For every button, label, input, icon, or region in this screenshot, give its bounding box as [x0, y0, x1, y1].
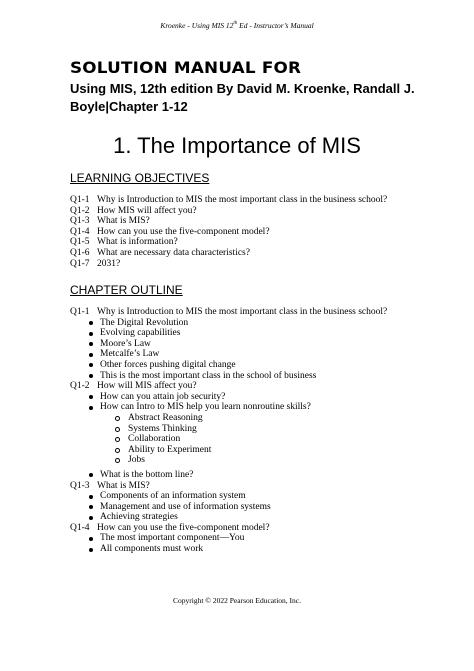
outline-bullet: How can you attain job security?: [70, 392, 410, 403]
outline-bullet: What is the bottom line?: [70, 470, 410, 481]
outline-bullet: Metcalfe’s Law: [70, 349, 410, 360]
outline-subitem: Systems Thinking: [70, 424, 410, 435]
solution-manual-title: SOLUTION MANUAL FOR: [70, 58, 302, 77]
header-text: Kroenke - Using MIS 12: [160, 21, 234, 30]
bullet-icon: [89, 374, 93, 378]
outline-bullet: How can Intro to MIS help you learn nonroutine skills?: [70, 402, 410, 413]
chapter-outline-heading: CHAPTER OUTLINE: [70, 283, 183, 297]
circle-bullet-icon: [115, 416, 120, 421]
circle-bullet-icon: [115, 458, 120, 463]
bullet-icon: [89, 321, 93, 325]
outline-bullet: Management and use of information systems: [70, 502, 410, 513]
outline-question: Q1-1 Why is Introduction to MIS the most important class in the business school?: [70, 307, 388, 317]
outline-question: Q1-3 What is MIS?: [70, 480, 150, 491]
outline-bullet: The most important component—You: [70, 533, 410, 544]
bullet-icon: [89, 495, 93, 499]
chapter-outline-list: [70, 307, 410, 555]
outline-bullet: Other forces pushing digital change: [70, 360, 410, 371]
bullet-icon: [89, 516, 93, 520]
running-header: [0, 21, 474, 31]
bullet-icon: [89, 473, 93, 477]
header-superscript: th: [233, 21, 238, 26]
objective-item: Q1-1 Why is Introduction to MIS the most important class in the business school?: [70, 195, 388, 205]
bullet-icon: [89, 537, 93, 541]
objective-item: Q1-3 What is MIS?: [70, 216, 150, 227]
bullet-icon: [89, 406, 93, 410]
bullet-icon: [89, 505, 93, 509]
learning-objectives-list: [70, 195, 410, 269]
outline-bullet: Evolving capabilities: [70, 328, 410, 339]
outline-bullet: Components of an information system: [70, 491, 410, 502]
objective-item: Q1-5 What is information?: [70, 237, 178, 248]
outline-subitem: Abstract Reasoning: [70, 413, 410, 424]
bullet-icon: [89, 395, 93, 399]
objective-item: Q1-4 How can you use the five-component model?: [70, 226, 270, 237]
chapter-title: 1. The Importance of MIS: [113, 133, 361, 158]
outline-subitem: Collaboration: [70, 434, 410, 445]
objective-item: Q1-7 2031?: [70, 258, 121, 269]
outline-bullet: All components must work: [70, 544, 410, 555]
learning-objectives-heading: LEARNING OBJECTIVES: [70, 171, 210, 185]
bullet-icon: [89, 548, 93, 552]
copyright-footer: Copyright © 2022 Pearson Education, Inc.: [173, 596, 301, 605]
header-text-end: Ed - Instructor’s Manual: [237, 21, 314, 30]
circle-bullet-icon: [115, 437, 120, 442]
circle-bullet-icon: [115, 427, 120, 432]
outline-question: Q1-2 How will MIS affect you?: [70, 381, 197, 392]
bullet-icon: [89, 363, 93, 367]
outline-question: Q1-4 How can you use the five-component model?: [70, 522, 270, 533]
objective-item: Q1-6 What are necessary data characteristics?: [70, 247, 250, 258]
outline-bullet: Moore’s Law: [70, 339, 410, 350]
outline-bullet: Achieving strategies: [70, 512, 410, 523]
outline-bullet: This is the most important class in the school of business: [70, 371, 410, 382]
book-subtitle: Using MIS, 12th edition By David M. Kroenke, Randall J. Boyle|Chapter 1-12: [70, 81, 415, 114]
outline-bullet: The Digital Revolution: [70, 318, 410, 329]
objective-item: Q1-2 How MIS will affect you?: [70, 205, 197, 216]
outline-subitem: Jobs: [70, 455, 410, 466]
bullet-icon: [89, 353, 93, 357]
bullet-icon: [89, 332, 93, 336]
circle-bullet-icon: [115, 448, 120, 453]
bullet-icon: [89, 342, 93, 346]
outline-subitem: Ability to Experiment: [70, 445, 410, 456]
